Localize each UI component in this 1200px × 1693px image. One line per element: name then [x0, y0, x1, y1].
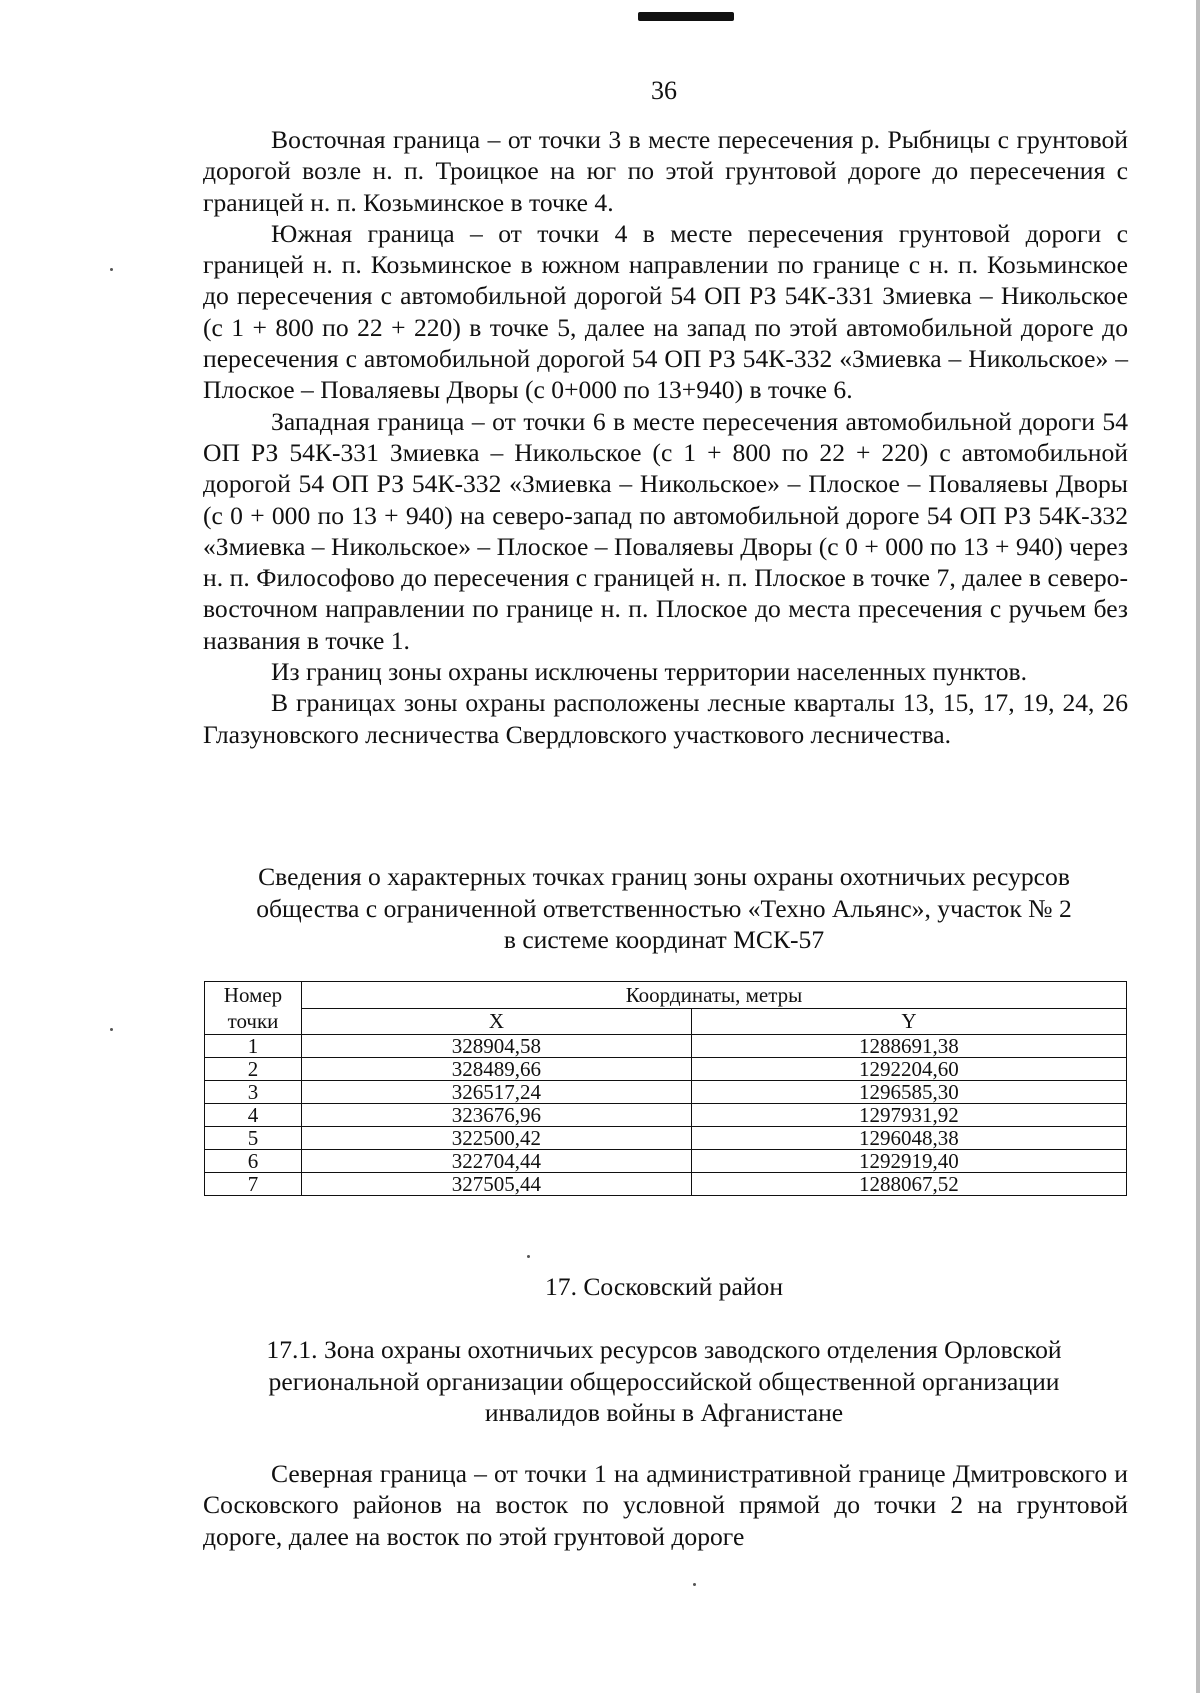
scan-speck [110, 1028, 113, 1031]
table-row [205, 1058, 1127, 1081]
cell-x: 328904,58 [302, 1035, 692, 1058]
table-row [205, 1081, 1127, 1104]
cell-x: 322500,42 [302, 1127, 692, 1150]
paragraph-excluded-territories: Из границ зоны охраны исключены территории населенных пунктов. [271, 657, 1028, 687]
header-y: Y [691, 1008, 1126, 1035]
paragraph-forest-quarters: В границах зоны охраны расположены лесные кварталы 13, 15, 17, 19, 24, 26 Глазуновского лесничества Свердловского участкового лесничества. [203, 688, 1128, 749]
paragraph-east-boundary: Восточная граница – от точки 3 в месте пересечения р. Рыбницы с грунтовой дорогой возле н. п. Троицкое на юг по этой грунтовой дороге до пересечения с границей н. п. Козьминское в точке 4. [203, 125, 1128, 217]
table-row [205, 1035, 1127, 1058]
subsection-title-line: региональной организации общероссийской общественной организации [268, 1366, 1060, 1396]
cell-y: 1292204,60 [691, 1058, 1126, 1081]
page-number: 36 [651, 76, 677, 105]
table-caption-line: Сведения о характерных точках границ зоны охраны охотничьих ресурсов [258, 862, 1070, 891]
table-subheader-row [205, 1008, 1127, 1035]
cell-point-number: 6 [205, 1150, 302, 1173]
cell-point-number: 4 [205, 1104, 302, 1127]
header-coordinates: Координаты, метры [302, 982, 1127, 1009]
paragraph-south-boundary: Южная граница – от точки 4 в месте пересечения грунтовой дороги с границей н. п. Козьминское в южном направлении по границе с н. п. Козьминское до пересечения с автомобильной дорогой 54 ОП РЗ 54К-331 Змиевка – Никольское (с 1 + 800 по 22 + 220) в точке 5, далее на запад по этой автомобильной дороге до пересечения с автомобильной дорогой 54 ОП РЗ 54К-332 «Змиевка – Никольское» – Плоское – Поваляевы Дворы (с 0+000 по 13+940) в точке 6. [203, 218, 1128, 405]
table-caption-line: общества с ограниченной ответственностью «Техно Альянс», участок № 2 [256, 893, 1072, 923]
table-caption-line: в системе координат МСК-57 [503, 925, 825, 954]
cell-x: 322704,44 [302, 1150, 692, 1173]
subsection-title-line: инвалидов войны в Афганистане [484, 1398, 844, 1427]
cell-y: 1296585,30 [691, 1081, 1126, 1104]
table-row [205, 1150, 1127, 1173]
table-row [205, 1104, 1127, 1127]
paragraph-west-boundary: Западная граница – от точки 6 в месте пересечения автомобильной дороги 54 ОП РЗ 54К-331 Змиевка – Никольское (с 1 + 800 по 22 + 220) с автомобильной дорогой 54 ОП РЗ 54К-332 «Змиевка – Никольское» – Плоское – Поваляевы Дворы (с 0 + 000 по 13 + 940) на северо-запад по автомобильной дороге 54 ОП РЗ 54К-332 «Змиевка – Никольское» – Плоское – Поваляевы Дворы (с 0 + 000 по 13 + 940) через н. п. Философово до пересечения с границей н. п. Плоское в точке 7, далее в северо-восточном направлении по границе н. п. Плоское до места пресечения с ручьем без названия в точке 1. [203, 406, 1128, 655]
cell-point-number: 7 [205, 1173, 302, 1196]
scan-speck [693, 1583, 696, 1586]
section-title-text: 17. Сосковский район [544, 1272, 784, 1301]
paragraph-north-boundary: Северная граница – от точки 1 на административной границе Дмитровского и Сосковского районов на восток по условной прямой до точки 2 на грунтовой дороге, далее на восток по этой грунтовой дороге [203, 1459, 1128, 1551]
cell-y: 1296048,38 [691, 1127, 1126, 1150]
header-point-number [205, 982, 302, 1035]
table-row [205, 1127, 1127, 1150]
body-text-top [203, 124, 1128, 750]
cell-x: 328489,66 [302, 1058, 692, 1081]
cell-point-number: 1 [205, 1035, 302, 1058]
cell-y: 1292919,40 [691, 1150, 1126, 1173]
header-mark [638, 12, 734, 21]
header-point-number-line2: точки [227, 1009, 279, 1033]
cell-y: 1288067,52 [691, 1173, 1126, 1196]
cell-x: 326517,24 [302, 1081, 692, 1104]
scan-speck [110, 268, 113, 271]
table-caption [190, 861, 1138, 956]
scan-speck [527, 1255, 530, 1258]
coordinates-table [204, 981, 1127, 1196]
cell-point-number: 3 [205, 1081, 302, 1104]
cell-x: 323676,96 [302, 1104, 692, 1127]
page-edge-shadow [1196, 0, 1200, 1693]
cell-x: 327505,44 [302, 1173, 692, 1196]
table-header-row [205, 982, 1127, 1009]
body-text-bottom [203, 1458, 1128, 1552]
cell-point-number: 5 [205, 1127, 302, 1150]
table-row [205, 1173, 1127, 1196]
section-title [190, 1271, 1138, 1303]
header-point-number-line1: Номер [223, 983, 283, 1007]
cell-point-number: 2 [205, 1058, 302, 1081]
subsection-title-line: 17.1. Зона охраны охотничьих ресурсов заводского отделения Орловской [266, 1335, 1062, 1364]
subsection-title [190, 1334, 1138, 1429]
header-x: X [302, 1008, 692, 1035]
cell-y: 1297931,92 [691, 1104, 1126, 1127]
cell-y: 1288691,38 [691, 1035, 1126, 1058]
